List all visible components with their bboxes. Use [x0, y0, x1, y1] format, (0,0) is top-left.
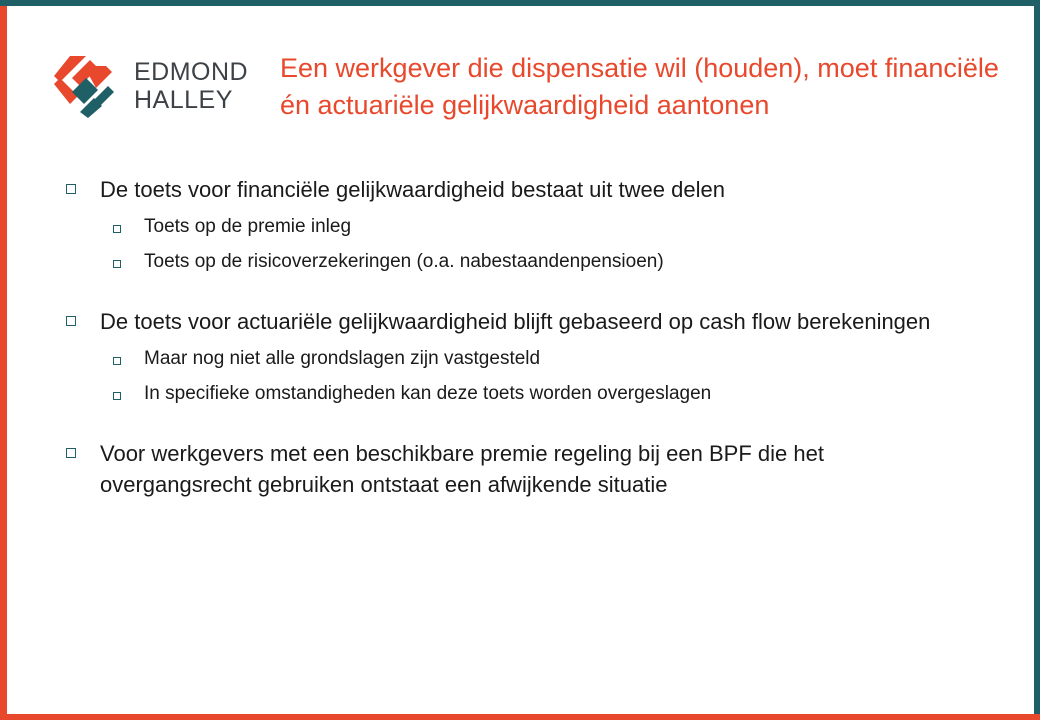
square-bullet-icon: [66, 448, 76, 458]
edmond-halley-logo-icon: [50, 52, 118, 120]
bullet-point-2-text: De toets voor actuariële gelijkwaardigheid blijft gebaseerd op cash flow berekeningen: [100, 309, 931, 334]
logo-line-2: HALLEY: [134, 86, 233, 114]
sub-bullet-2-1-text: Maar nog niet alle grondslagen zijn vastgesteld: [144, 348, 541, 369]
square-bullet-icon: [66, 184, 76, 194]
sub-bullet-2-1: [62, 346, 962, 372]
sub-bullet-2-2: [62, 381, 962, 407]
square-bullet-icon: [66, 316, 76, 326]
small-square-bullet-icon: [113, 260, 121, 268]
logo-line-1: EDMOND: [134, 58, 249, 86]
sub-bullet-1-2: [62, 249, 962, 275]
sub-bullet-2-2-text: In specifieke omstandigheden kan deze toets worden overgeslagen: [144, 383, 712, 404]
frame-bottom-border: [0, 714, 1040, 720]
bullet-point-1: [62, 174, 962, 205]
small-square-bullet-icon: [113, 225, 121, 233]
frame-top-border: [0, 0, 1040, 6]
bullet-point-2: [62, 306, 962, 337]
frame-right-border: [1034, 0, 1040, 720]
sub-bullet-1-1-text: Toets op de premie inleg: [144, 216, 352, 237]
company-logo: [50, 52, 260, 122]
small-square-bullet-icon: [113, 357, 121, 365]
bullet-list: [62, 174, 962, 500]
sub-bullet-1-1: [62, 214, 962, 240]
logo-wordmark: [134, 58, 248, 114]
small-square-bullet-icon: [113, 392, 121, 400]
bullet-point-1-text: De toets voor financiële gelijkwaardigheid bestaat uit twee delen: [100, 177, 725, 202]
frame-left-border: [0, 0, 7, 720]
bullet-point-3: [62, 438, 962, 500]
slide-title: Een werkgever die dispensatie wil (houden), moet financiële én actuariële gelijkwaardigheid aantonen: [280, 53, 999, 120]
bullet-point-3-text: Voor werkgevers met een beschikbare premie regeling bij een BPF die het overgangsrecht gebruiken ontstaat een afwijkende situatie: [100, 441, 824, 497]
sub-bullet-1-2-text: Toets op de risicoverzekeringen (o.a. nabestaandenpensioen): [144, 251, 664, 272]
